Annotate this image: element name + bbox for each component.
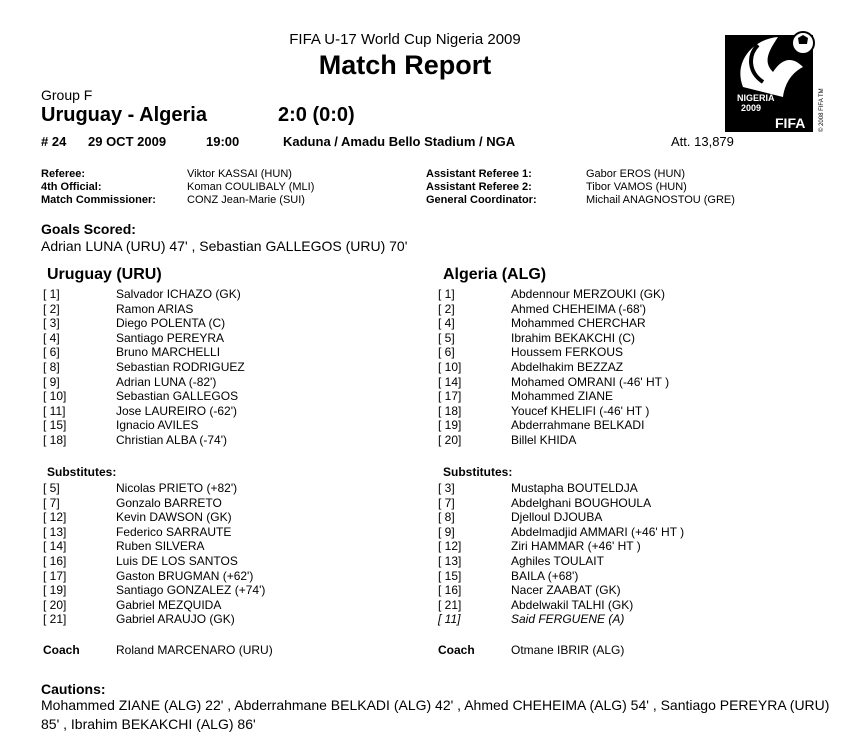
away-starters — [438, 287, 768, 448]
player-row: [ 1] Salvador ICHAZO (GK) — [43, 287, 241, 301]
player-row: [ 21] Abdelwakil TALHI (GK) — [438, 597, 634, 612]
player-row: [ 14] Ruben SILVERA — [43, 539, 205, 554]
officials-right-values — [586, 168, 735, 207]
player-row: [ 15] BAILA (+68') — [438, 568, 579, 583]
player-row: [ 14] Mohamed OMRANI (-46' HT ) — [438, 374, 670, 389]
player-row: [ 6] Bruno MARCHELLI — [43, 345, 221, 360]
official-label: Referee: — [41, 168, 86, 180]
player-row: [ 12] Kevin DAWSON (GK) — [43, 510, 232, 525]
official-value: Gabor EROS (HUN) — [586, 168, 686, 180]
player-row: [ 1] Abdennour MERZOUKI (GK) — [438, 287, 666, 301]
official-value: CONZ Jean-Marie (SUI) — [187, 194, 305, 206]
player-row: [ 2] Ramon ARIAS — [43, 301, 194, 316]
player-row: [ 5] Nicolas PRIETO (+82') — [43, 481, 238, 495]
attendance: Att. 13,879 — [671, 134, 734, 149]
player-row: [ 7] Abdelghani BOUGHOULA — [438, 495, 652, 510]
official-label: Assistant Referee 1: — [426, 168, 532, 180]
player-row: [ 5] Ibrahim BEKAKCHI (C) — [438, 330, 636, 345]
player-row: [ 8] Sebastian RODRIGUEZ — [43, 359, 245, 374]
player-row: [ 15] Ignacio AVILES — [43, 418, 199, 433]
group-label: Group F — [41, 87, 93, 103]
player-row: [ 4] Santiago PEREYRA — [43, 330, 225, 345]
cautions-text: Mohammed ZIANE (ALG) 22' , Abderrahmane BELKADI (ALG) 42' , Ahmed CHEHEIMA (ALG) 54' , Santiago PEREYRA (URU) 85' , Ibrahim BEKAKCHI (ALG) 86' — [41, 697, 830, 732]
player-row: [ 3] Diego POLENTA (C) — [43, 316, 226, 331]
player-row: [ 13] Aghiles TOULAIT — [438, 553, 604, 568]
officials-left-values — [187, 168, 314, 207]
player-row-absent: [ 11] Said FERGUENE (A) — [438, 612, 625, 627]
logo-text-fifa: FIFA — [775, 115, 806, 131]
logo-text-nigeria: NIGERIA — [737, 93, 775, 103]
official-value: Viktor KASSAI (HUN) — [187, 168, 292, 180]
match-number: # 24 — [41, 134, 67, 149]
home-subs-label: Substitutes: — [47, 465, 117, 479]
tournament-title: FIFA U-17 World Cup Nigeria 2009 — [289, 31, 521, 48]
report-title: Match Report — [318, 50, 492, 80]
match-score: 2:0 (0:0) — [278, 104, 355, 126]
player-row: [ 19] Santiago GONZALEZ (+74') — [43, 583, 266, 598]
player-row: [ 13] Federico SARRAUTE — [43, 524, 232, 539]
player-row: [ 6] Houssem FERKOUS — [438, 345, 624, 360]
home-coach: Roland MARCENARO (URU) — [116, 643, 273, 657]
player-row: [ 16] Luis DE LOS SANTOS — [43, 553, 238, 568]
player-row: [ 18] Youcef KHELIFI (-46' HT ) — [438, 403, 650, 418]
officials-right — [426, 168, 537, 207]
match-venue: Kaduna / Amadu Bello Stadium / NGA — [283, 134, 516, 149]
away-coach-label: Coach — [438, 643, 475, 657]
player-row: [ 10] Abdelhakim BEZZAZ — [438, 359, 624, 374]
player-row: [ 9] Adrian LUNA (-82') — [43, 374, 217, 389]
home-starters — [43, 287, 373, 448]
match-teams: Uruguay - Algeria — [41, 104, 207, 126]
player-row: [ 4] Mohammed CHERCHAR — [438, 316, 646, 331]
player-row: [ 19] Abderrahmane BELKADI — [438, 418, 645, 433]
player-row: [ 8] Djelloul DJOUBA — [438, 510, 603, 525]
official-label: General Coordinator: — [426, 194, 537, 206]
player-row: [ 11] Jose LAUREIRO (-62') — [43, 403, 237, 418]
away-substitutes — [438, 481, 768, 627]
official-value: Michail ANAGNOSTOU (GRE) — [586, 194, 735, 206]
player-row: [ 3] Mustapha BOUTELDJA — [438, 481, 638, 495]
match-date: 29 OCT 2009 — [88, 134, 167, 149]
official-label: 4th Official: — [41, 181, 102, 193]
player-row: [ 20] Billel KHIDA — [438, 432, 577, 447]
home-team-name: Uruguay (URU) — [47, 266, 162, 283]
player-row: [ 7] Gonzalo BARRETO — [43, 495, 222, 510]
away-subs-label: Substitutes: — [443, 465, 513, 479]
player-row: [ 12] Ziri HAMMAR (+46' HT ) — [438, 539, 641, 554]
player-row: [ 20] Gabriel MEZQUIDA — [43, 597, 222, 612]
player-row: [ 17] Gaston BRUGMAN (+62') — [43, 568, 254, 583]
away-team-name: Algeria (ALG) — [443, 266, 547, 283]
official-label: Assistant Referee 2: — [426, 181, 532, 193]
goals-heading: Goals Scored: — [41, 221, 136, 237]
cautions-heading: Cautions: — [41, 681, 106, 697]
away-coach: Otmane IBRIR (ALG) — [511, 643, 625, 657]
home-coach-label: Coach — [43, 643, 80, 657]
tournament-logo — [723, 27, 828, 134]
player-row: [ 18] Christian ALBA (-74') — [43, 432, 228, 447]
logo-text-year: 2009 — [741, 103, 762, 113]
home-substitutes — [43, 481, 373, 627]
goals-text: Adrian LUNA (URU) 47' , Sebastian GALLEGOS (URU) 70' — [41, 238, 408, 254]
player-row: [ 16] Nacer ZAABAT (GK) — [438, 583, 621, 598]
player-row: [ 21] Gabriel ARAUJO (GK) — [43, 612, 235, 627]
logo-copyright: © 2008 FIFA TM — [819, 88, 825, 132]
officials-left — [41, 168, 156, 207]
player-row: [ 10] Sebastian GALLEGOS — [43, 389, 239, 404]
official-value: Tibor VAMOS (HUN) — [586, 181, 687, 193]
player-row: [ 2] Ahmed CHEHEIMA (-68') — [438, 301, 646, 316]
player-row: [ 17] Mohammed ZIANE — [438, 389, 614, 404]
player-row: [ 9] Abdelmadjid AMMARI (+46' HT ) — [438, 524, 685, 539]
official-value: Koman COULIBALY (MLI) — [187, 181, 315, 193]
official-label: Match Commissioner: — [41, 194, 156, 206]
match-time: 19:00 — [206, 134, 240, 149]
